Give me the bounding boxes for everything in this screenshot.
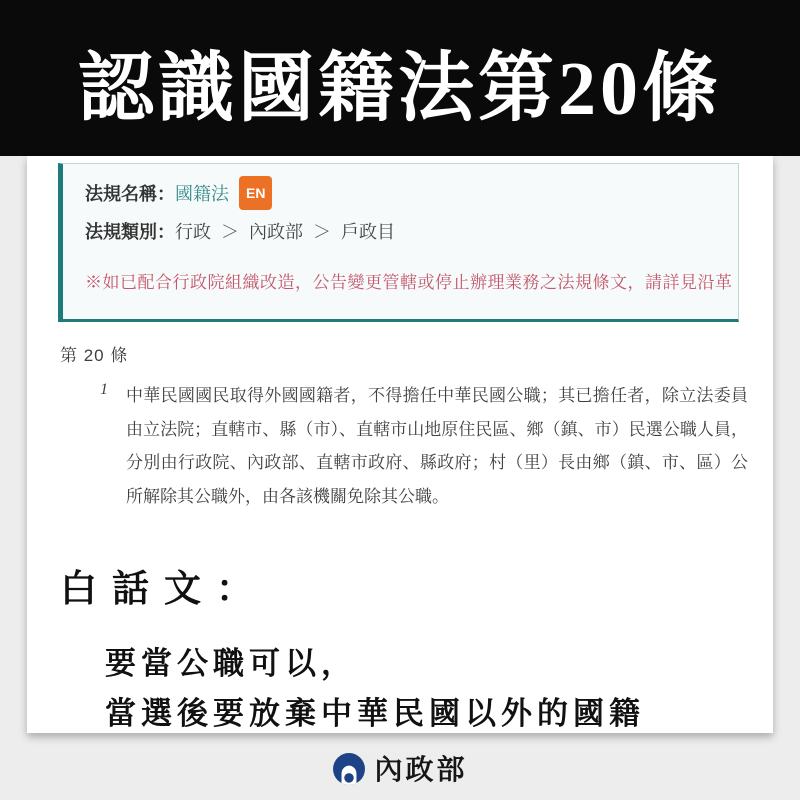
breadcrumb-separator: ＞ xyxy=(221,222,239,242)
plain-language-lines xyxy=(105,639,773,740)
law-name-row xyxy=(85,176,720,210)
article-paragraph xyxy=(60,379,773,514)
plain-language-heading: 白話文： xyxy=(60,568,268,610)
plain-language-section xyxy=(60,558,773,740)
page-title: 認識國籍法第20條 xyxy=(78,46,722,131)
plain-language-line: 當選後要放棄中華民國以外的國籍 xyxy=(105,696,645,732)
footer xyxy=(0,744,800,794)
breadcrumb-item-administration[interactable]: 行政 xyxy=(175,222,211,242)
law-category-label: 法規類別： xyxy=(85,222,175,242)
breadcrumb-item-moi[interactable]: 內政部 xyxy=(249,222,303,242)
law-category-row xyxy=(85,217,720,247)
article-section xyxy=(60,341,773,514)
law-info-card xyxy=(58,163,739,322)
header-banner xyxy=(0,0,800,156)
breadcrumb-separator: ＞ xyxy=(313,222,331,242)
en-translation-badge[interactable]: EN xyxy=(239,176,272,210)
article-number: 第 20 條 xyxy=(60,346,129,365)
plain-language-line: 要當公職可以， xyxy=(105,645,357,681)
breadcrumb-item-household[interactable]: 戶政目 xyxy=(341,222,395,242)
paragraph-number: 1 xyxy=(100,381,108,398)
law-name-label: 法規名稱： xyxy=(85,184,175,204)
paragraph-text: 中華民國國民取得外國國籍者，不得擔任中華民國公職；其已擔任者，除立法委員由立法院；直轄市、縣（市）、直轄市山地原住民區、鄉（鎮、市）民選公職人員，分別由行政院、內政部、直轄市政府、縣政府；村（里）長由鄉（鎮、市、區）公所解除其公職外，由各該機關免除其公職。 xyxy=(126,386,748,506)
content-panel xyxy=(27,156,773,733)
breadcrumb xyxy=(175,222,395,242)
law-name-link[interactable]: 國籍法 xyxy=(175,184,229,204)
moi-org-name: 內政部 xyxy=(374,755,468,786)
reorganization-notice: ※如已配合行政院組織改造，公告變更管轄或停止辦理業務之法規條文，請詳見沿革 xyxy=(85,273,733,292)
moi-logo-icon xyxy=(332,752,366,786)
